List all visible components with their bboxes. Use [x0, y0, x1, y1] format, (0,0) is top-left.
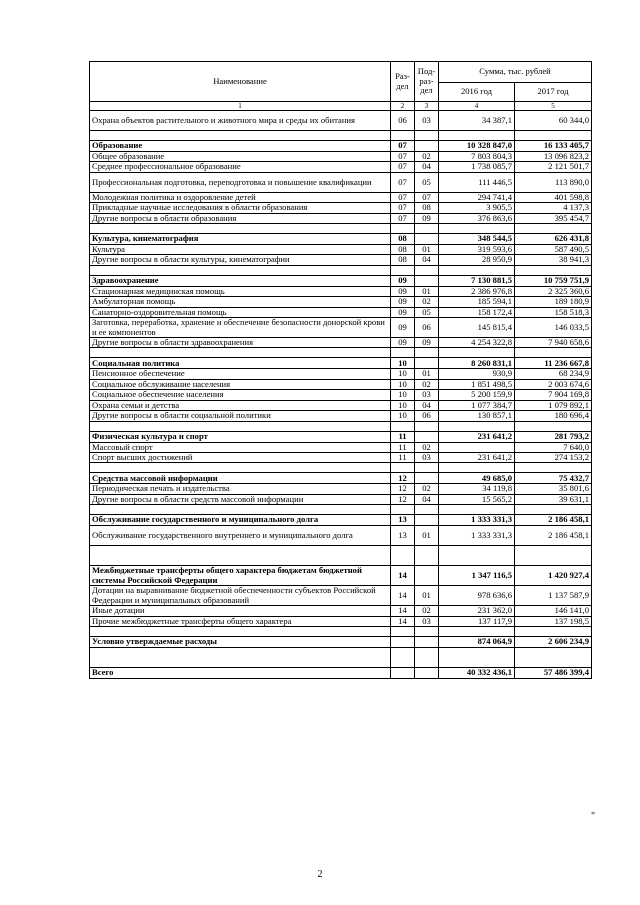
item-row: [90, 452, 592, 462]
spacer-cell: [515, 505, 592, 515]
row-subsection-code: 03: [415, 452, 439, 462]
row-amount-2017: 281 793,2: [515, 431, 592, 442]
row-subsection-code: 03: [415, 390, 439, 400]
section-row: [90, 358, 592, 369]
spacer-cell: [391, 505, 415, 515]
row-name: Стационарная медицинская помощь: [90, 286, 391, 296]
row-amount-2017: 60 344,0: [515, 111, 592, 131]
header-year-2017: 2017 год: [515, 83, 592, 102]
spacer-cell: [415, 265, 439, 275]
section-row: [90, 566, 592, 586]
row-name: Другие вопросы в области образования: [90, 213, 391, 223]
row-subsection-code: 03: [415, 111, 439, 131]
spacer-cell: [515, 421, 592, 431]
row-amount-2016: 231 362,0: [439, 606, 515, 616]
item-row: [90, 379, 592, 389]
row-subsection-code: [415, 473, 439, 484]
row-name: Межбюджетные трансферты общего характера бюджетам бюджетной системы Российской Федерации: [90, 566, 391, 586]
item-row: [90, 307, 592, 317]
row-name: Физическая культура и спорт: [90, 431, 391, 442]
row-name: Санаторно-оздоровительная помощь: [90, 307, 391, 317]
spacer-cell: [90, 131, 391, 141]
column-number: 3: [415, 102, 439, 111]
spacer-cell: [515, 224, 592, 234]
row-name: Культура: [90, 245, 391, 255]
spacer-cell: [90, 463, 391, 473]
item-row: [90, 213, 592, 223]
row-subsection-code: [415, 141, 439, 152]
row-amount-2016: 49 685,0: [439, 473, 515, 484]
item-row: [90, 338, 592, 348]
row-name: Социальное обслуживание населения: [90, 379, 391, 389]
row-subsection-code: 05: [415, 172, 439, 192]
spacer-cell: [90, 224, 391, 234]
spacer-cell: [90, 546, 391, 566]
row-amount-2017: 13 096 823,2: [515, 152, 592, 162]
row-amount-2017: 1 137 587,9: [515, 586, 592, 606]
row-amount-2016: 40 332 436,1: [439, 667, 515, 678]
spacer-cell: [415, 131, 439, 141]
spacer-cell: [439, 265, 515, 275]
row-section-code: 12: [391, 473, 415, 484]
row-section-code: 06: [391, 111, 415, 131]
row-name: Здравоохранение: [90, 275, 391, 286]
row-amount-2017: 4 137,3: [515, 203, 592, 213]
row-amount-2017: 189 180,9: [515, 297, 592, 307]
row-subsection-code: [415, 667, 439, 678]
row-subsection-code: 05: [415, 307, 439, 317]
row-section-code: 07: [391, 152, 415, 162]
row-amount-2017: 2 121 501,7: [515, 162, 592, 172]
spacer-cell: [415, 546, 439, 566]
row-amount-2017: 2 325 360,6: [515, 286, 592, 296]
spacer-cell: [515, 647, 592, 667]
row-amount-2016: 185 594,1: [439, 297, 515, 307]
spacer-row: [90, 224, 592, 234]
row-amount-2016: 130 857,1: [439, 411, 515, 421]
column-number: 4: [439, 102, 515, 111]
spacer-row: [90, 647, 592, 667]
row-section-code: 07: [391, 141, 415, 152]
row-amount-2017: 274 153,2: [515, 452, 592, 462]
row-section-code: 09: [391, 286, 415, 296]
row-amount-2016: [439, 442, 515, 452]
spacer-row: [90, 505, 592, 515]
header-subsection: Под- раз- дел: [415, 62, 439, 102]
row-name: Другие вопросы в области культуры, кинематографии: [90, 255, 391, 265]
row-subsection-code: [415, 275, 439, 286]
row-amount-2016: 5 200 159,9: [439, 390, 515, 400]
row-amount-2016: 3 905,5: [439, 203, 515, 213]
row-amount-2017: 11 236 667,8: [515, 358, 592, 369]
spacer-cell: [415, 348, 439, 358]
row-subsection-code: [415, 431, 439, 442]
section-row: [90, 515, 592, 526]
item-row: [90, 442, 592, 452]
row-amount-2016: 10 328 847,0: [439, 141, 515, 152]
row-amount-2016: 7 130 881,5: [439, 275, 515, 286]
spacer-row: [90, 421, 592, 431]
row-amount-2016: 15 565,2: [439, 494, 515, 504]
column-number: 2: [391, 102, 415, 111]
spacer-cell: [90, 647, 391, 667]
row-name: Другие вопросы в области здравоохранения: [90, 338, 391, 348]
row-amount-2017: 180 696,4: [515, 411, 592, 421]
row-subsection-code: 03: [415, 616, 439, 626]
row-amount-2016: 1 077 384,7: [439, 400, 515, 410]
row-section-code: 10: [391, 358, 415, 369]
row-subsection-code: [415, 636, 439, 647]
row-amount-2016: 145 815,4: [439, 318, 515, 338]
row-amount-2017: 39 631,1: [515, 494, 592, 504]
row-amount-2016: 319 593,6: [439, 245, 515, 255]
row-section-code: 07: [391, 203, 415, 213]
row-amount-2017: 146 141,0: [515, 606, 592, 616]
row-name: Охрана семьи и детства: [90, 400, 391, 410]
spacer-cell: [391, 546, 415, 566]
spacer-row: [90, 546, 592, 566]
item-row: [90, 369, 592, 379]
column-number: 1: [90, 102, 391, 111]
row-section-code: 08: [391, 255, 415, 265]
item-row: [90, 606, 592, 616]
row-name: Прикладные научные исследования в области образования: [90, 203, 391, 213]
spacer-cell: [439, 421, 515, 431]
section-row: [90, 234, 592, 245]
row-subsection-code: 04: [415, 162, 439, 172]
row-name: Дотации на выравнивание бюджетной обеспеченности субъектов Российской Федерации и муниципальных образований: [90, 586, 391, 606]
row-name: Средства массовой информации: [90, 473, 391, 484]
row-section-code: 12: [391, 484, 415, 494]
row-amount-2016: 930,9: [439, 369, 515, 379]
spacer-cell: [90, 265, 391, 275]
item-row: [90, 286, 592, 296]
spacer-cell: [515, 546, 592, 566]
spacer-cell: [415, 647, 439, 667]
row-amount-2017: 7 640,0: [515, 442, 592, 452]
row-section-code: 13: [391, 515, 415, 526]
spacer-row: [90, 348, 592, 358]
item-row: [90, 390, 592, 400]
row-amount-2017: 7 940 658,6: [515, 338, 592, 348]
header-amount: Сумма, тыс. рублей: [439, 62, 592, 83]
spacer-cell: [439, 647, 515, 667]
row-amount-2016: 1 333 331,3: [439, 515, 515, 526]
spacer-cell: [439, 546, 515, 566]
spacer-row: [90, 265, 592, 275]
spacer-row: [90, 463, 592, 473]
row-section-code: 12: [391, 494, 415, 504]
row-amount-2016: 1 333 331,3: [439, 526, 515, 546]
row-amount-2016: 34 119,8: [439, 484, 515, 494]
row-subsection-code: [415, 358, 439, 369]
row-amount-2017: 2 186 458,1: [515, 515, 592, 526]
row-subsection-code: 04: [415, 400, 439, 410]
header-name: Наименование: [90, 62, 391, 102]
spacer-cell: [439, 463, 515, 473]
item-row: [90, 484, 592, 494]
row-section-code: 09: [391, 307, 415, 317]
spacer-cell: [391, 626, 415, 636]
row-amount-2016: 7 803 804,3: [439, 152, 515, 162]
row-amount-2017: 137 198,5: [515, 616, 592, 626]
spacer-cell: [391, 647, 415, 667]
row-name: Другие вопросы в области средств массовой информации: [90, 494, 391, 504]
spacer-cell: [391, 463, 415, 473]
row-section-code: 07: [391, 213, 415, 223]
spacer-cell: [515, 348, 592, 358]
row-name: Социальная политика: [90, 358, 391, 369]
row-subsection-code: 01: [415, 286, 439, 296]
row-amount-2017: 2 606 234,9: [515, 636, 592, 647]
row-amount-2017: 57 486 399,4: [515, 667, 592, 678]
row-amount-2016: 34 387,1: [439, 111, 515, 131]
row-name: Всего: [90, 667, 391, 678]
row-name: Заготовка, переработка, хранение и обеспечение безопасности донорской крови и ее компонентов: [90, 318, 391, 338]
row-amount-2017: 35 801,6: [515, 484, 592, 494]
row-amount-2017: 626 431,8: [515, 234, 592, 245]
row-section-code: 08: [391, 234, 415, 245]
row-name: Периодическая печать и издательства: [90, 484, 391, 494]
spacer-row: [90, 626, 592, 636]
row-subsection-code: 02: [415, 379, 439, 389]
row-subsection-code: 01: [415, 369, 439, 379]
item-row: [90, 152, 592, 162]
spacer-cell: [415, 626, 439, 636]
row-subsection-code: 01: [415, 245, 439, 255]
row-amount-2017: 38 941,3: [515, 255, 592, 265]
spacer-cell: [90, 626, 391, 636]
row-name: Образование: [90, 141, 391, 152]
row-amount-2016: 111 446,5: [439, 172, 515, 192]
spacer-cell: [515, 463, 592, 473]
row-amount-2016: 158 172,4: [439, 307, 515, 317]
budget-table: [89, 61, 592, 679]
row-amount-2016: 4 254 322,8: [439, 338, 515, 348]
item-row: [90, 400, 592, 410]
spacer-cell: [439, 131, 515, 141]
spacer-cell: [415, 421, 439, 431]
row-name: Молодежная политика и оздоровление детей: [90, 192, 391, 202]
row-section-code: 10: [391, 369, 415, 379]
row-subsection-code: 04: [415, 494, 439, 504]
row-section-code: 14: [391, 566, 415, 586]
row-section-code: 09: [391, 318, 415, 338]
row-subsection-code: 06: [415, 318, 439, 338]
spacer-cell: [90, 421, 391, 431]
row-amount-2016: 294 741,4: [439, 192, 515, 202]
row-name: Амбулаторная помощь: [90, 297, 391, 307]
row-section-code: 09: [391, 275, 415, 286]
row-name: Иные дотации: [90, 606, 391, 616]
row-subsection-code: 02: [415, 442, 439, 452]
row-subsection-code: 01: [415, 586, 439, 606]
row-subsection-code: 02: [415, 152, 439, 162]
spacer-cell: [515, 265, 592, 275]
row-name: Социальное обеспечение населения: [90, 390, 391, 400]
row-section-code: [391, 636, 415, 647]
item-row: [90, 616, 592, 626]
row-amount-2017: 16 133 405,7: [515, 141, 592, 152]
spacer-cell: [391, 131, 415, 141]
row-subsection-code: [415, 566, 439, 586]
section-row: [90, 431, 592, 442]
row-amount-2017: 401 598,8: [515, 192, 592, 202]
section-row: [90, 667, 592, 678]
item-row: [90, 297, 592, 307]
row-subsection-code: 09: [415, 338, 439, 348]
item-row: [90, 245, 592, 255]
spacer-cell: [439, 626, 515, 636]
spacer-cell: [391, 421, 415, 431]
row-subsection-code: 06: [415, 411, 439, 421]
row-amount-2017: 2 186 458,1: [515, 526, 592, 546]
spacer-cell: [90, 505, 391, 515]
row-amount-2016: 8 260 831,1: [439, 358, 515, 369]
row-section-code: 07: [391, 192, 415, 202]
row-amount-2016: 348 544,5: [439, 234, 515, 245]
row-section-code: 10: [391, 390, 415, 400]
row-amount-2017: 395 454,7: [515, 213, 592, 223]
item-row: [90, 172, 592, 192]
row-amount-2016: 978 636,6: [439, 586, 515, 606]
budget-table-body: [90, 62, 592, 679]
row-section-code: 08: [391, 245, 415, 255]
spacer-cell: [391, 265, 415, 275]
row-amount-2017: 10 759 751,9: [515, 275, 592, 286]
page-number: 2: [317, 869, 323, 880]
row-name: Другие вопросы в области социальной политики: [90, 411, 391, 421]
row-amount-2017: 587 490,5: [515, 245, 592, 255]
row-subsection-code: 07: [415, 192, 439, 202]
item-row: [90, 162, 592, 172]
section-row: [90, 141, 592, 152]
row-section-code: 14: [391, 586, 415, 606]
section-row: [90, 275, 592, 286]
item-row: [90, 318, 592, 338]
row-amount-2017: 1 079 892,1: [515, 400, 592, 410]
spacer-cell: [415, 505, 439, 515]
row-amount-2017: 75 432,7: [515, 473, 592, 484]
item-row: [90, 111, 592, 131]
spacer-cell: [439, 224, 515, 234]
row-section-code: [391, 667, 415, 678]
row-subsection-code: 09: [415, 213, 439, 223]
row-amount-2017: 1 420 927,4: [515, 566, 592, 586]
row-amount-2016: 28 950,9: [439, 255, 515, 265]
row-name: Культура, кинематография: [90, 234, 391, 245]
row-amount-2016: 137 117,9: [439, 616, 515, 626]
section-row: [90, 473, 592, 484]
row-name: Пенсионное обеспечение: [90, 369, 391, 379]
row-subsection-code: 08: [415, 203, 439, 213]
row-section-code: 14: [391, 616, 415, 626]
row-amount-2016: 1 347 116,5: [439, 566, 515, 586]
item-row: [90, 494, 592, 504]
row-amount-2016: 2 386 976,8: [439, 286, 515, 296]
row-section-code: 07: [391, 172, 415, 192]
row-subsection-code: 02: [415, 484, 439, 494]
spacer-cell: [415, 463, 439, 473]
row-subsection-code: [415, 515, 439, 526]
row-section-code: 11: [391, 442, 415, 452]
item-row: [90, 203, 592, 213]
row-name: Условно утверждаемые расходы: [90, 636, 391, 647]
row-subsection-code: 02: [415, 606, 439, 616]
item-row: [90, 586, 592, 606]
row-amount-2017: 7 904 169,8: [515, 390, 592, 400]
row-amount-2016: 1 851 498,5: [439, 379, 515, 389]
spacer-cell: [515, 131, 592, 141]
row-subsection-code: 04: [415, 255, 439, 265]
item-row: [90, 192, 592, 202]
item-row: [90, 526, 592, 546]
spacer-cell: [391, 224, 415, 234]
spacer-cell: [515, 626, 592, 636]
row-amount-2017: 2 003 674,6: [515, 379, 592, 389]
row-section-code: 09: [391, 338, 415, 348]
spacer-cell: [439, 505, 515, 515]
row-subsection-code: [415, 234, 439, 245]
row-amount-2016: 231 641,2: [439, 452, 515, 462]
row-amount-2017: 158 518,3: [515, 307, 592, 317]
row-amount-2017: 68 234,9: [515, 369, 592, 379]
row-name: Профессиональная подготовка, переподготовка и повышение квалификации: [90, 172, 391, 192]
row-section-code: 11: [391, 452, 415, 462]
item-row: [90, 411, 592, 421]
spacer-cell: [415, 224, 439, 234]
row-section-code: 10: [391, 379, 415, 389]
row-name: Обслуживание государственного внутреннего и муниципального долга: [90, 526, 391, 546]
column-number-row: [90, 102, 592, 111]
header-year-2016: 2016 год: [439, 83, 515, 102]
spacer-row: [90, 131, 592, 141]
row-amount-2016: 376 863,6: [439, 213, 515, 223]
row-name: Охрана объектов растительного и животного мира и среды их обитания: [90, 111, 391, 131]
row-name: Прочие межбюджетные трансферты общего характера: [90, 616, 391, 626]
row-name: Среднее профессиональное образование: [90, 162, 391, 172]
row-name: Массовый спорт: [90, 442, 391, 452]
row-section-code: 14: [391, 606, 415, 616]
end-quote: ": [591, 811, 596, 822]
row-section-code: 07: [391, 162, 415, 172]
row-amount-2017: 146 033,5: [515, 318, 592, 338]
column-number: 5: [515, 102, 592, 111]
row-amount-2016: 231 641,2: [439, 431, 515, 442]
row-amount-2016: 1 738 085,7: [439, 162, 515, 172]
row-amount-2016: 874 064,9: [439, 636, 515, 647]
row-name: Общее образование: [90, 152, 391, 162]
spacer-cell: [391, 348, 415, 358]
row-amount-2017: 113 890,0: [515, 172, 592, 192]
row-section-code: 10: [391, 411, 415, 421]
header-row: [90, 62, 592, 83]
row-subsection-code: 02: [415, 297, 439, 307]
row-section-code: 10: [391, 400, 415, 410]
row-section-code: 13: [391, 526, 415, 546]
header-section: Раз- дел: [391, 62, 415, 102]
row-subsection-code: 01: [415, 526, 439, 546]
spacer-cell: [439, 348, 515, 358]
row-name: Спорт высших достижений: [90, 452, 391, 462]
spacer-cell: [90, 348, 391, 358]
item-row: [90, 255, 592, 265]
section-row: [90, 636, 592, 647]
row-name: Обслуживание государственного и муниципального долга: [90, 515, 391, 526]
row-section-code: 11: [391, 431, 415, 442]
row-section-code: 09: [391, 297, 415, 307]
